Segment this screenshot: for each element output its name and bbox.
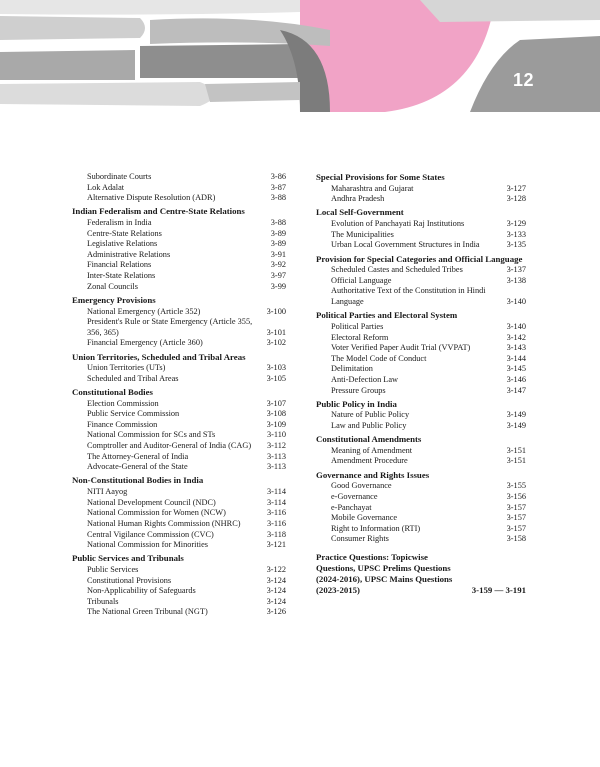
toc-entry [72, 441, 286, 452]
entry-title: Evolution of Panchayati Raj Institutions [331, 219, 465, 229]
toc-entry [316, 333, 526, 344]
toc-entry [316, 286, 526, 307]
toc-section [72, 352, 286, 385]
entry-title: The Municipalities [331, 229, 394, 239]
toc-entry [72, 508, 286, 519]
entry-page-number: 3-101 [266, 327, 286, 337]
entry-page-number: 3-86 [270, 172, 286, 181]
entry-page-number: 3-114 [266, 497, 286, 507]
entry-title: Public Services [87, 565, 139, 574]
toc-entry [72, 597, 286, 608]
entry-title: National Commission for SCs and STs [87, 430, 216, 440]
entry-page-number: 3-127 [506, 183, 526, 193]
toc-section [316, 254, 526, 308]
practice-page-range: 3-159 — 3-191 [471, 584, 526, 595]
toc-entry [72, 452, 286, 463]
entry-title: Administrative Relations [87, 249, 171, 259]
entry-page-number: 3-116 [266, 518, 286, 528]
entry-title: Comptroller and Auditor-General of India (CAG) [87, 441, 252, 451]
entry-title: National Commission for Women (NCW) [87, 508, 226, 518]
section-title: Public Services and Tribunals [72, 553, 184, 564]
entry-page-number: 3-156 [506, 491, 526, 501]
toc-entry [72, 260, 286, 271]
entry-page-number: 3-88 [270, 193, 286, 203]
entry-title: Mobile Governance [331, 513, 398, 523]
toc-entry [316, 194, 526, 205]
toc-section [72, 172, 286, 204]
entry-title: Nature of Public Policy [331, 410, 410, 420]
toc-entry [72, 250, 286, 261]
toc-entry [72, 271, 286, 282]
toc-entry [316, 456, 526, 467]
practice-title: Practice Questions: Topicwise Questions, UPSC Prelims Questions (2024-2016), UPSC Mains Questions (2023-2015) [316, 551, 453, 595]
entry-title: National Emergency (Article 352) [87, 306, 201, 316]
toc-entry [72, 530, 286, 541]
toc-entry [72, 420, 286, 431]
section-title: Special Provisions for Some States [316, 172, 445, 182]
entry-title: Amendment Procedure [331, 456, 408, 466]
section-title: Indian Federalism and Centre-State Relations [72, 206, 245, 217]
entry-page-number: 3-88 [270, 218, 286, 228]
entry-title: Good Governance [331, 481, 392, 491]
entry-page-number: 3-112 [266, 441, 286, 451]
toc-entry [316, 184, 526, 195]
toc-section [316, 399, 526, 432]
toc-section [72, 475, 286, 550]
toc-entry [72, 586, 286, 597]
entry-page-number: 3-129 [506, 219, 526, 229]
entry-title: Legislative Relations [87, 239, 158, 249]
entry-title: Subordinate Courts [87, 172, 152, 181]
toc-entry [72, 338, 286, 349]
toc-entry [316, 386, 526, 397]
entry-page-number: 3-135 [506, 240, 526, 250]
toc-entry [72, 462, 286, 473]
toc-entry [316, 276, 526, 287]
toc-entry [72, 172, 286, 183]
entry-title: Urban Local Government Structures in India [331, 240, 480, 250]
toc-entry [72, 218, 286, 229]
toc-section [316, 207, 526, 250]
entry-title: Right to Information (RTI) [331, 523, 421, 533]
entry-title: Electoral Reform [331, 332, 389, 342]
toc-entry [316, 492, 526, 503]
entry-page-number: 3-89 [270, 228, 286, 238]
entry-page-number: 3-114 [266, 487, 286, 497]
toc-entry [316, 481, 526, 492]
entry-page-number: 3-100 [266, 306, 286, 316]
section-title: Constitutional Bodies [72, 386, 153, 397]
entry-page-number: 3-99 [270, 281, 286, 291]
entry-title: Meaning of Amendment [331, 445, 413, 455]
entry-page-number: 3-103 [266, 363, 286, 373]
entry-title: Voter Verified Paper Audit Trial (VVPAT) [331, 343, 471, 353]
entry-page-number: 3-102 [266, 338, 286, 348]
toc-entry [72, 374, 286, 385]
toc-entry [72, 576, 286, 587]
entry-title: The National Green Tribunal (NGT) [87, 607, 208, 617]
page-number: 12 [512, 70, 534, 90]
entry-title: Advocate-General of the State [87, 462, 188, 472]
toc-section [72, 206, 286, 292]
toc-section [316, 310, 526, 396]
entry-title: Election Commission [87, 398, 159, 408]
entry-title: President's Rule or State Emergency (Article 355, 356, 365) [87, 317, 253, 337]
toc-entry [316, 265, 526, 276]
toc-entry [72, 193, 286, 204]
toc-entry [72, 239, 286, 250]
toc-entry [72, 409, 286, 420]
entry-title: Scheduled Castes and Scheduled Tribes [331, 265, 463, 275]
toc-right-column [316, 172, 526, 596]
entry-page-number: 3-151 [506, 456, 526, 466]
section-title: Constitutional Amendments [316, 434, 422, 445]
entry-page-number: 3-113 [266, 451, 286, 461]
toc-entry [72, 487, 286, 498]
entry-title: Zonal Councils [87, 281, 138, 291]
banner-graphic [0, 0, 600, 112]
entry-page-number: 3-151 [506, 445, 526, 455]
entry-page-number: 3-118 [266, 529, 286, 539]
entry-page-number: 3-138 [506, 275, 526, 285]
entry-page-number: 3-140 [506, 321, 526, 331]
section-title: Political Parties and Electoral System [316, 310, 458, 321]
entry-title: Financial Emergency (Article 360) [87, 338, 203, 348]
entry-title: Alternative Dispute Resolution (ADR) [87, 193, 216, 203]
entry-title: Delimitation [331, 364, 373, 374]
entry-title: Lok Adalat [87, 182, 125, 192]
entry-title: Pressure Groups [331, 385, 386, 395]
entry-title: Andhra Pradesh [331, 194, 385, 204]
toc-entry [72, 519, 286, 530]
toc-entry [316, 513, 526, 524]
entry-page-number: 3-121 [266, 540, 286, 550]
entry-page-number: 3-155 [506, 481, 526, 491]
entry-title: The Attorney-General of India [87, 451, 189, 461]
toc-entry [72, 607, 286, 618]
entry-page-number: 3-128 [506, 194, 526, 204]
section-title: Union Territories, Scheduled and Tribal Areas [72, 351, 246, 362]
toc-left-column [72, 172, 286, 618]
entry-page-number: 3-133 [506, 229, 526, 239]
entry-page-number: 3-92 [270, 260, 286, 270]
entry-page-number: 3-124 [266, 586, 286, 596]
toc-section [316, 470, 526, 545]
entry-title: Anti-Defection Law [331, 374, 399, 384]
entry-page-number: 3-124 [266, 575, 286, 585]
entry-page-number: 3-87 [270, 182, 286, 192]
toc-entry [316, 524, 526, 535]
entry-page-number: 3-91 [270, 249, 286, 259]
entry-page-number: 3-109 [266, 419, 286, 429]
toc-entry [72, 430, 286, 441]
section-title: Local Self-Government [316, 207, 404, 218]
entry-title: Tribunals [87, 596, 119, 606]
entry-title: Financial Relations [87, 260, 152, 270]
entry-page-number: 3-157 [506, 523, 526, 533]
entry-title: National Human Rights Commission (NHRC) [87, 518, 241, 528]
toc-entry [72, 363, 286, 374]
entry-title: Maharashtra and Gujarat [331, 183, 414, 193]
toc-entry [72, 540, 286, 551]
entry-title: Federalism in India [87, 218, 152, 228]
entry-page-number: 3-124 [266, 596, 286, 606]
toc-entry [72, 399, 286, 410]
toc-entry [316, 421, 526, 432]
entry-page-number: 3-149 [506, 410, 526, 420]
entry-title: Non-Applicability of Safeguards [87, 586, 196, 596]
section-title: Non-Constitutional Bodies in India [72, 475, 204, 486]
toc-entry [316, 354, 526, 365]
header-banner [0, 0, 600, 112]
entry-title: e-Panchayat [331, 502, 372, 512]
entry-title: Scheduled and Tribal Areas [87, 373, 179, 383]
entry-title: Centre-State Relations [87, 228, 162, 238]
section-title: Provision for Special Categories and Official Language [316, 253, 523, 264]
toc-entry [72, 565, 286, 576]
entry-title: Consumer Rights [331, 534, 389, 544]
section-title: Public Policy in India [316, 398, 397, 409]
entry-page-number: 3-157 [506, 502, 526, 512]
entry-page-number: 3-110 [266, 430, 286, 440]
entry-page-number: 3-97 [270, 271, 286, 281]
toc-entry [316, 446, 526, 457]
entry-page-number: 3-137 [506, 265, 526, 275]
entry-title: Constitutional Provisions [87, 575, 172, 585]
entry-title: e-Governance [331, 491, 378, 501]
entry-title: Union Territories (UTs) [87, 363, 166, 373]
toc-entry [316, 503, 526, 514]
section-title: Emergency Provisions [72, 294, 156, 305]
entry-page-number: 3-145 [506, 364, 526, 374]
entry-page-number: 3-143 [506, 343, 526, 353]
entry-page-number: 3-149 [506, 420, 526, 430]
entry-title: Political Parties [331, 321, 384, 331]
entry-title: Inter-State Relations [87, 271, 156, 281]
toc-entry [72, 183, 286, 194]
entry-title: Central Vigilance Commission (CVC) [87, 529, 214, 539]
toc-entry [316, 364, 526, 375]
entry-page-number: 3-140 [506, 297, 526, 307]
toc-entry [316, 240, 526, 251]
toc-section [316, 172, 526, 205]
toc-section [72, 295, 286, 349]
entry-page-number: 3-116 [266, 508, 286, 518]
practice-questions [316, 552, 526, 596]
entry-title: NITI Aayog [87, 487, 128, 497]
toc-entry [72, 498, 286, 509]
toc-section [72, 553, 286, 618]
toc-entry [72, 307, 286, 318]
entry-page-number: 3-147 [506, 385, 526, 395]
entry-title: The Model Code of Conduct [331, 353, 427, 363]
entry-title: National Development Council (NDC) [87, 497, 216, 507]
toc-section [72, 387, 286, 473]
toc-entry [72, 317, 286, 338]
toc-entry [72, 282, 286, 293]
toc-entry [316, 219, 526, 230]
entry-title: Public Service Commission [87, 409, 180, 419]
entry-title: Law and Public Policy [331, 420, 407, 430]
entry-title: National Commission for Minorities [87, 540, 208, 550]
entry-title: Finance Commission [87, 419, 158, 429]
toc-entry [72, 229, 286, 240]
entry-page-number: 3-89 [270, 239, 286, 249]
toc-entry [316, 534, 526, 545]
entry-page-number: 3-113 [266, 462, 286, 472]
toc-entry [316, 230, 526, 241]
entry-page-number: 3-126 [266, 607, 286, 617]
entry-page-number: 3-122 [266, 565, 286, 574]
toc-entry [316, 343, 526, 354]
entry-page-number: 3-142 [506, 332, 526, 342]
entry-title: Official Language [331, 275, 392, 285]
entry-page-number: 3-157 [506, 513, 526, 523]
entry-page-number: 3-107 [266, 398, 286, 408]
entry-title: Authoritative Text of the Constitution in Hindi Language [331, 286, 486, 307]
toc-section [316, 434, 526, 467]
entry-page-number: 3-144 [506, 353, 526, 363]
toc-entry [316, 375, 526, 386]
toc-entry [316, 410, 526, 421]
entry-page-number: 3-105 [266, 373, 286, 383]
entry-page-number: 3-158 [506, 534, 526, 544]
entry-page-number: 3-146 [506, 374, 526, 384]
section-title: Governance and Rights Issues [316, 469, 430, 480]
toc-entry [316, 322, 526, 333]
entry-page-number: 3-108 [266, 409, 286, 419]
